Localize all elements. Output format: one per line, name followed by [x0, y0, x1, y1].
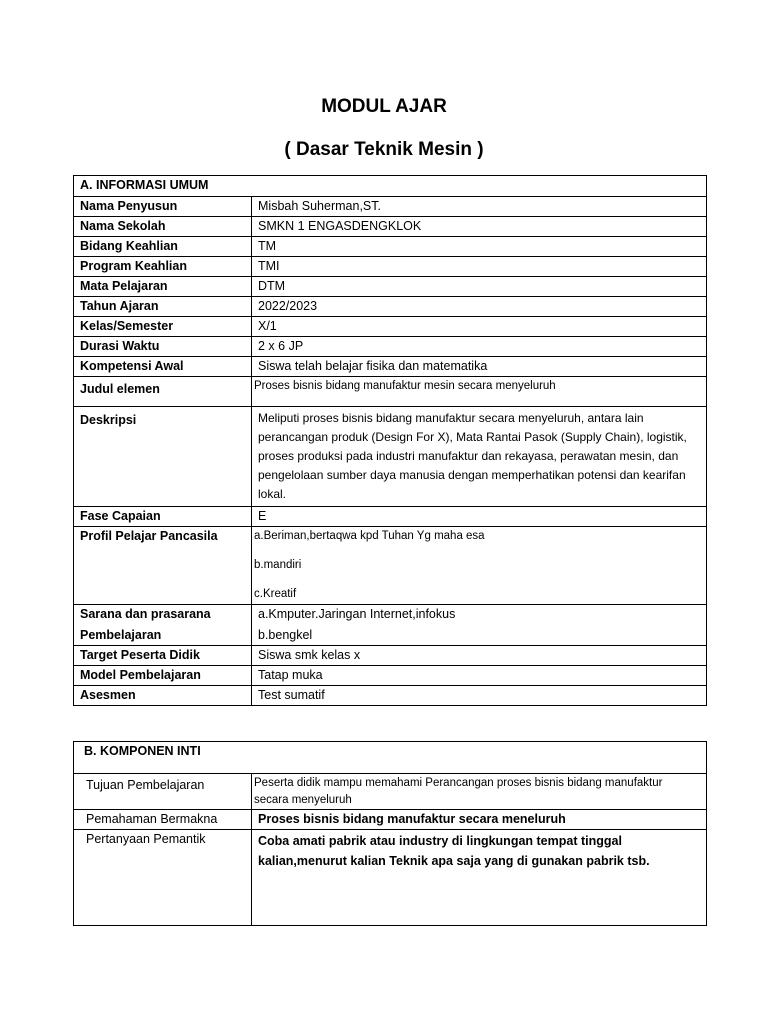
list-item: a.Beriman,bertaqwa kpd Tuhan Yg maha esa [254, 530, 485, 542]
row-value: Misbah Suherman,ST. [252, 197, 707, 217]
row-label: Pertanyaan Pemantik [74, 830, 252, 926]
table-row [74, 337, 707, 357]
table-row [74, 507, 707, 527]
row-label: Bidang Keahlian [74, 237, 252, 257]
row-label: Judul elemen [74, 377, 252, 407]
row-value: 2 x 6 JP [252, 337, 707, 357]
row-label: Tahun Ajaran [74, 297, 252, 317]
row-value: Test sumatif [252, 686, 707, 706]
row-label: Mata Pelajaran [74, 277, 252, 297]
row-value: DTM [252, 277, 707, 297]
row-label: Fase Capaian [74, 507, 252, 527]
row-label: Tujuan Pembelajaran [74, 774, 252, 810]
row-value: Siswa telah belajar fisika dan matematika [252, 357, 707, 377]
table-row [74, 527, 707, 605]
row-value: E [252, 507, 707, 527]
row-value: TM [252, 237, 707, 257]
table-row [74, 217, 707, 237]
table-row [74, 317, 707, 337]
row-label: Profil Pelajar Pancasila [74, 527, 252, 605]
row-value: Proses bisnis bidang manufaktur mesin secara menyeluruh [252, 377, 707, 407]
section-b-header-row [74, 742, 707, 774]
row-value: X/1 [252, 317, 707, 337]
row-label: Program Keahlian [74, 257, 252, 277]
row-label: Asesmen [74, 686, 252, 706]
row-label: Target Peserta Didik [74, 646, 252, 666]
row-label: Kompetensi Awal [74, 357, 252, 377]
list-item: b.mandiri [254, 559, 302, 571]
row-value: TMI [252, 257, 707, 277]
table-row [74, 297, 707, 317]
table-row [74, 197, 707, 217]
row-label [74, 605, 252, 646]
table-row [74, 830, 707, 926]
section-b-heading: B. KOMPONEN INTI [74, 742, 707, 774]
informasi-umum-table [73, 175, 707, 706]
pancasila-list [252, 527, 707, 605]
table-row [74, 605, 707, 646]
table-row [74, 810, 707, 830]
row-value: 2022/2023 [252, 297, 707, 317]
table-row [74, 237, 707, 257]
label-line: Sarana dan prasarana [80, 607, 211, 621]
row-label: Model Pembelajaran [74, 666, 252, 686]
table-row [74, 357, 707, 377]
list-item: c.Kreatif [254, 588, 297, 600]
table-row [74, 407, 707, 507]
row-value: Proses bisnis bidang manufaktur secara meneluruh [252, 810, 707, 830]
list-item: b.bengkel [258, 628, 313, 642]
section-a-heading: A. INFORMASI UMUM [74, 176, 707, 197]
table-row [74, 666, 707, 686]
table-row [74, 646, 707, 666]
row-label: Pemahaman Bermakna [74, 810, 252, 830]
komponen-inti-table [73, 741, 707, 926]
table-row [74, 277, 707, 297]
list-item: a.Kmputer.Jaringan Internet,infokus [258, 607, 456, 621]
table-row [74, 257, 707, 277]
table-row [74, 377, 707, 407]
table-row [74, 774, 707, 810]
row-value: Siswa smk kelas x [252, 646, 707, 666]
row-value [252, 605, 707, 646]
row-value: SMKN 1 ENGASDENGKLOK [252, 217, 707, 237]
row-value: Coba amati pabrik atau industry di lingkungan tempat tinggal kalian,menurut kalian Teknik apa saja yang di gunakan pabrik tsb. [252, 830, 707, 926]
label-line: Pembelajaran [80, 628, 162, 642]
row-value: Peserta didik mampu memahami Perancangan proses bisnis bidang manufaktur secara menyeluruh [252, 774, 707, 810]
row-value: Tatap muka [252, 666, 707, 686]
description-text: Meliputi proses bisnis bidang manufaktur secara menyeluruh, antara lain perancangan produk (Design For X), Mata Rantai Pasok (Supply Chain), logistik, proses produksi pada industri manufaktur dan rekayasa, perawatan mesin, dan pengelolaan sumber daya manusia dengan memperhatikan potensi dan kearifan lokal. [252, 407, 707, 507]
row-label: Nama Penyusun [74, 197, 252, 217]
row-label: Kelas/Semester [74, 317, 252, 337]
document-subtitle: ( Dasar Teknik Mesin ) [284, 139, 484, 160]
row-label: Deskripsi [74, 407, 252, 507]
section-a-header-row [74, 176, 707, 197]
document-title: MODUL AJAR [321, 96, 447, 117]
table-row [74, 686, 707, 706]
row-label: Nama Sekolah [74, 217, 252, 237]
row-label: Durasi Waktu [74, 337, 252, 357]
